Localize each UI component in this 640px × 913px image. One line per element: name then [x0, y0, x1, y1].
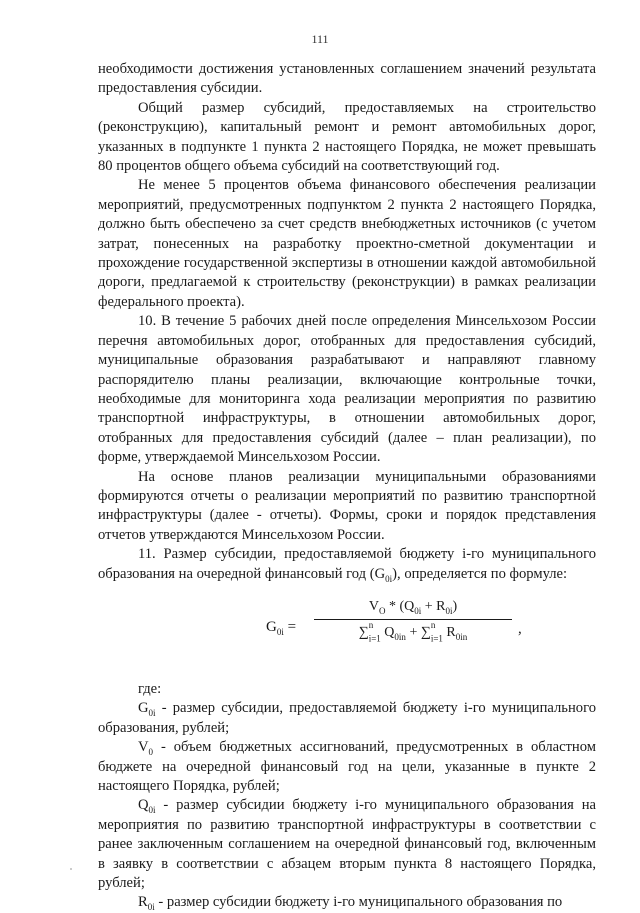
definition-g0i: $G_{0i}$ - размер субсидии, предоставляемой бюджету i-го муниципального образования, рублей;: [98, 700, 596, 736]
formula-lhs: $G_{0i}$ =: [266, 618, 297, 637]
paragraph-item-11: 11. Размер субсидии, предоставляемой бюджету i-го муниципального образования на очередной финансовый год $(G_{0i})$, определяется по формуле:: [98, 546, 596, 584]
paragraph-continuation: необходимости достижения установленных соглашением значений результата предоставления субсидии.: [98, 61, 596, 97]
formula-comma: ,: [518, 620, 522, 637]
formula-fraction: [312, 597, 514, 643]
formula-denominator: ∑$^n$ $_{i=1}$ $Q_{0in} + \sum^n$ $_{i=1}$ $R_{0in}$: [358, 619, 468, 645]
paragraph-reports: На основе планов реализации муниципальными образованиями формируются отчеты о реализации мероприятий по развитию транспортной инфраструктуры (далее - отчеты). Формы, сроки и порядок представления отчетов утверждаются Минсельхозом России.: [98, 468, 596, 543]
paragraph-total-subsidy: Общий размер субсидий, предоставляемых на строительство (реконструкцию), капитальный ремонт и ремонт автомобильных дорог, указанных в подпункте 1 пункта 2 настоящего Порядка, не может превышать 80 процентов общего объема субсидий на соответствующий год.: [98, 99, 596, 175]
formula-numerator: $V_O * (Q_{0i} + R_{0i})$: [368, 598, 458, 616]
scan-speck: [70, 868, 72, 870]
subsidy-formula: [98, 588, 596, 672]
definition-r0i: $R_{0i}$ - размер субсидии бюджету i-го муниципального образования по: [138, 894, 563, 913]
paragraph-extrabudgetary: Не менее 5 процентов объема финансового обеспечения реализации мероприятий, предусмотренных подпунктом 2 пункта 2 настоящего Порядка, должно быть обеспечено за счет средств внебюджетных источников (с учетом затрат, понесенных на разработку проектно-сметной документации и прохождение государственной экспертизы в отношении каждой автомобильной дороги, предлагаемой к строительству (реконструкции) в рамках реализации федерального проекта).: [98, 177, 596, 310]
definition-q0i: $Q_{0i}$ - размер субсидии бюджету i-го муниципального образования на мероприятия по развитию транспортной инфраструктуры в соответствии с ранее заключенным соглашением на очередной финансовый год, включенным в заявку в соответствии с абзацем вторым пункта 8 настоящего Порядка, рублей;: [98, 797, 596, 892]
definition-v0: $V_0$ - объем бюджетных ассигнований, предусмотренных в областном бюджете на очередной финансовый год на цели, указанные в пункте 2 настоящего Порядка, рублей;: [98, 739, 596, 794]
page-number: 111: [311, 32, 329, 46]
where-label: где:: [138, 680, 162, 697]
paragraph-item-10: 10. В течение 5 рабочих дней после определения Минсельхозом России перечня автомобильных дорог, отобранных для предоставления субсидий, муниципальные образования разрабатывают и направляют главному распорядителю планы реализации, включающие контрольные точки, необходимые для мониторинга хода реализации мероприятия по развитию транспортной инфраструктуры, в отношении автомобильных дорог, отобранных для предоставления субсидий (далее – план реализации), по форме, утверждаемой Минсельхозом России.: [98, 313, 596, 466]
document-body: [98, 60, 596, 913]
